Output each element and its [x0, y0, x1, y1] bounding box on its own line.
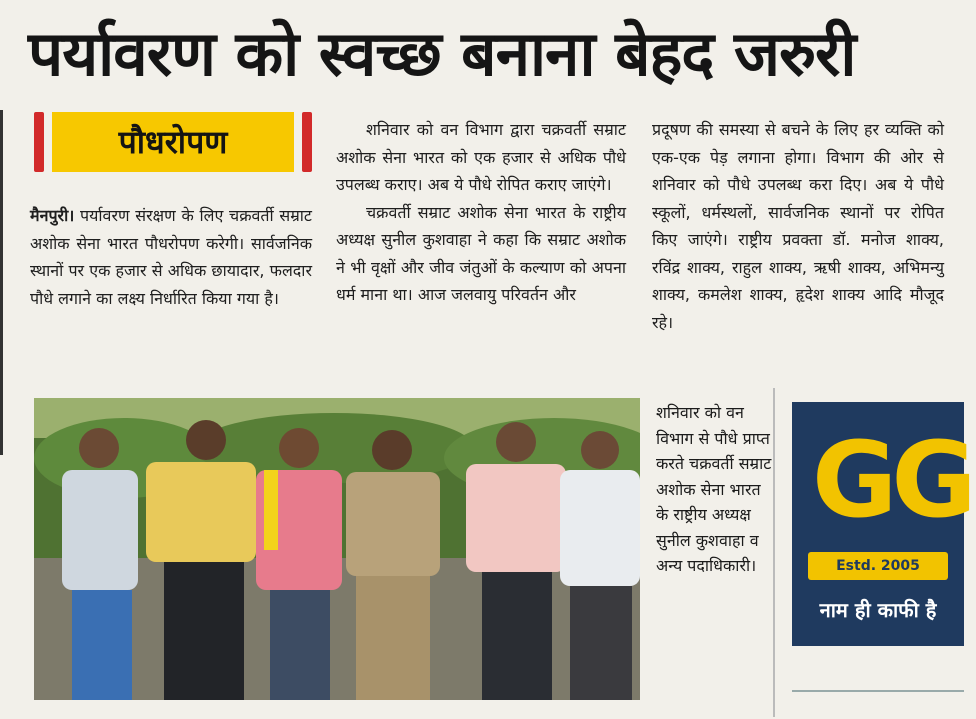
- kicker-label: पौधरोपण: [52, 112, 294, 172]
- ad-divider: [792, 690, 964, 719]
- article-column-3: [652, 116, 944, 336]
- column1-text: पर्यावरण संरक्षण के लिए चक्रवर्ती सम्राट अशोक सेना भारत पौधरोपण करेगी। सार्वजनिक स्थानों पर एक हजार से अधिक छायादार, फलदार पौधे लगाने का लक्ष्य निर्धारित किया गया है।: [30, 206, 312, 308]
- photo-illustration: [34, 398, 640, 700]
- ad-established-ribbon: Estd. 2005: [808, 552, 948, 580]
- column2-paragraph-1: शनिवार को वन विभाग द्वारा चक्रवर्ती सम्राट अशोक सेना भारत को एक हजार से अधिक पौधे उपलब्ध कराए। अब ये पौधे रोपित कराए जाएंगे।: [336, 120, 626, 194]
- headline: पर्यावरण को स्वच्छ बनाना बेहद जरुरी: [28, 17, 856, 90]
- kicker-bar-right: [302, 112, 312, 172]
- news-photo: [34, 398, 640, 700]
- dateline: मैनपुरी।: [30, 206, 75, 225]
- kicker-box: [34, 112, 312, 172]
- person-6: [560, 431, 640, 700]
- ad-tagline: नाम ही काफी है: [819, 598, 937, 622]
- column-rule: [0, 110, 3, 455]
- photo-caption: शनिवार को वन विभाग से पौधे प्राप्त करते चक्रवर्ती सम्राट अशोक सेना भारत के राष्ट्रीय अध्यक्ष सुनील कुशवाहा व अन्य पदाधिकारी।: [656, 403, 772, 575]
- kicker-bar-left: [34, 112, 44, 172]
- column2-paragraph-2: चक्रवर्ती सम्राट अशोक सेना भारत के राष्ट्रीय अध्यक्ष सुनील कुशवाहा ने कहा कि सम्राट अशोक ने भी वृक्षों और जीव जंतुओं के कल्याण को अपना धर्म माना था। आज जलवायु परिवर्तन और: [336, 202, 626, 304]
- column3-paragraph-1: प्रदूषण की समस्या से बचने के लिए हर व्यक्ति को एक-एक पेड़ लगाना होगा। विभाग की ओर से शनिवार को पौधे उपलब्ध करा दिए। अब ये पौधे स्कूलों, धर्मस्थलों, सार्वजनिक स्थानों पर रोपित किए जाएंगे। राष्ट्रीय प्रवक्ता डॉ. मनोज शाक्य, रविंद्र शाक्य, राहुल शाक्य, ऋषी शाक्य, अभिमन्यु शाक्य, कमलेश शाक्य, हृदेश शाक्य आदि मौजूद रहे।: [652, 120, 944, 332]
- advertisement: [792, 402, 971, 646]
- article-column-2: [336, 116, 626, 309]
- ad-logo: GG: [812, 419, 971, 541]
- article-column-1: [30, 202, 312, 312]
- column1-paragraph: [30, 202, 312, 312]
